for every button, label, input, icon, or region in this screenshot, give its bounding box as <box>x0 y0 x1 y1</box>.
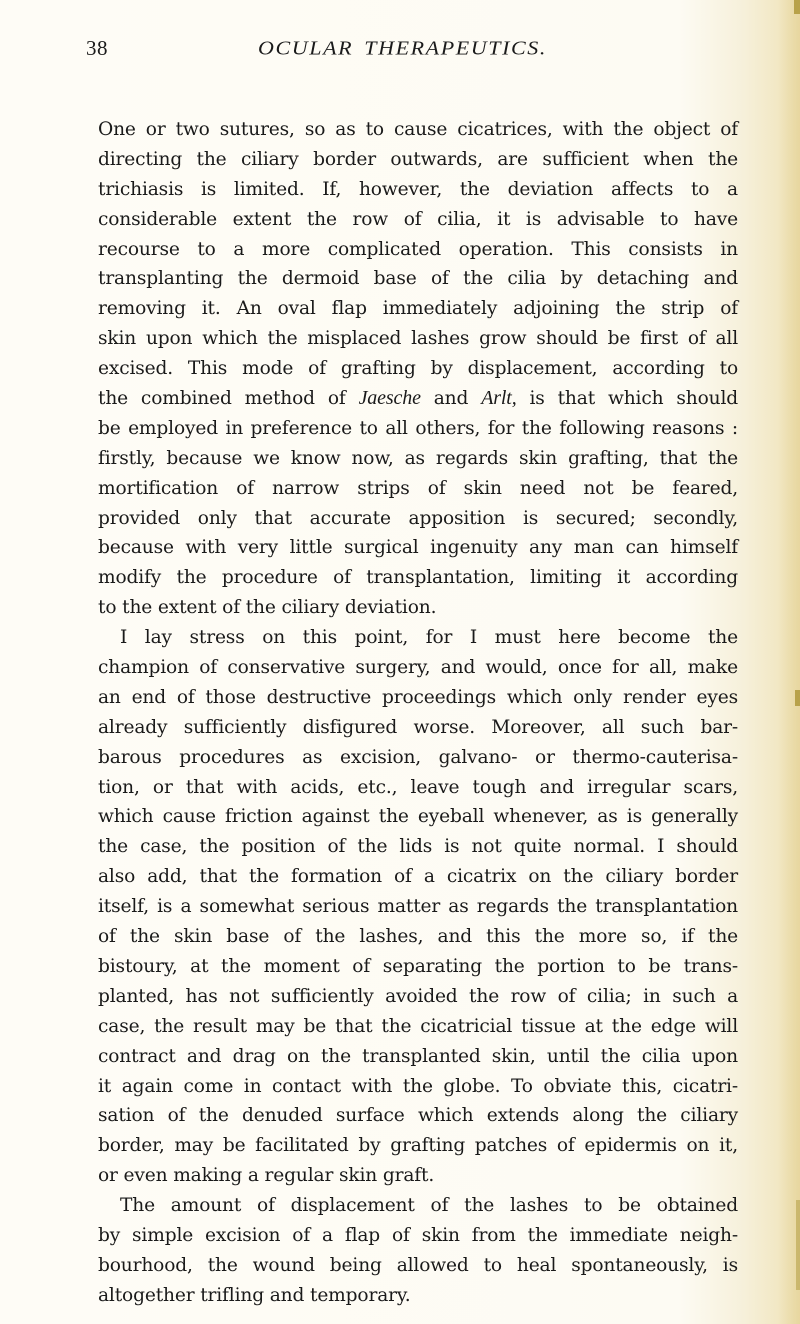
text-line: considerable extent the row of cilia, it is advisable to have <box>98 208 738 230</box>
text-line: directing the ciliary border outwards, are sufficient when the <box>98 148 738 170</box>
text-line: removing it. An oval flap immediately adjoining the strip of <box>98 298 738 320</box>
paragraph-start: I lay stress on this point, for I must here become the <box>120 627 738 649</box>
text-line: border, may be facilitated by grafting patches of epidermis on it, <box>98 1135 738 1157</box>
text-line: tion, or that with acids, etc., leave tough and irregular scars, <box>98 776 738 798</box>
text-fragment: and <box>420 388 482 410</box>
text-line: by simple excision of a flap of skin from the immediate neigh- <box>98 1224 738 1246</box>
author-name-arlt: Arlt, <box>481 387 517 410</box>
text-line: case, the result may be that the cicatricial tissue at the edge will <box>98 1015 738 1037</box>
text-line: bourhood, the wound being allowed to heal spontaneously, is <box>98 1254 738 1276</box>
text-line: barous procedures as excision, galvano- or thermo-cauterisa- <box>98 746 738 768</box>
text-line: bistoury, at the moment of separating the portion to be trans- <box>98 955 738 977</box>
text-fragment: the combined method of <box>98 388 359 410</box>
text-fragment: is that which should <box>516 388 738 410</box>
page-header <box>86 36 746 66</box>
page-edge-shading <box>778 0 800 1324</box>
page-edge-mark <box>794 0 800 14</box>
author-name-jaesche: Jaesche <box>358 387 421 410</box>
text-line: contract and drag on the transplanted skin, until the cilia upon <box>98 1045 738 1067</box>
text-line: excised. This mode of grafting by displacement, according to <box>98 358 738 380</box>
running-head: OCULAR THERAPEUTICS. <box>258 36 547 59</box>
text-line: also add, that the formation of a cicatrix on the ciliary border <box>98 866 738 888</box>
text-line: or even making a regular skin graft. <box>98 1165 435 1187</box>
text-line: be employed in preference to all others, for the following reasons : <box>98 417 738 439</box>
text-line: already sufficiently disfigured worse. Moreover, all such bar- <box>98 716 738 738</box>
paragraph-start: The amount of displacement of the lashes to be obtained <box>120 1195 738 1217</box>
text-line: skin upon which the misplaced lashes grow should be first of all <box>98 328 738 350</box>
text-line: planted, has not sufficiently avoided the row of cilia; in such a <box>98 985 738 1007</box>
text-line: trichiasis is limited. If, however, the deviation affects to a <box>98 178 738 200</box>
text-line: it again come in contact with the globe. To obviate this, cicatri- <box>98 1075 738 1097</box>
text-line: altogether trifling and temporary. <box>98 1284 411 1306</box>
text-line: itself, is a somewhat serious matter as regards the transplantation <box>98 896 738 918</box>
page-edge-mark <box>795 690 800 706</box>
text-line: firstly, because we know now, as regards skin grafting, that the <box>98 447 738 469</box>
text-line: sation of the denuded surface which extends along the ciliary <box>98 1105 738 1127</box>
text-line: provided only that accurate apposition is secured; secondly, <box>98 507 738 529</box>
page-number: 38 <box>86 36 108 60</box>
text-line: transplanting the dermoid base of the cilia by detaching and <box>98 268 738 290</box>
page-edge-mark <box>796 1200 800 1290</box>
text-line: champion of conservative surgery, and would, once for all, make <box>98 657 738 679</box>
text-line: of the skin base of the lashes, and this the more so, if the <box>98 926 738 948</box>
text-line: an end of those destructive proceedings which only render eyes <box>98 686 738 708</box>
text-line: recourse to a more complicated operation. This consists in <box>98 238 738 260</box>
text-line: because with very little surgical ingenuity any man can himself <box>98 537 738 559</box>
text-line: the case, the position of the lids is not quite normal. I should <box>98 836 738 858</box>
text-line-with-names <box>98 384 738 414</box>
text-line: mortification of narrow strips of skin need not be feared, <box>98 477 738 499</box>
text-line: which cause friction against the eyeball whenever, as is generally <box>98 806 738 828</box>
text-line: to the extent of the ciliary deviation. <box>98 597 437 619</box>
text-line: modify the procedure of transplantation, limiting it according <box>98 567 738 589</box>
text-line: One or two sutures, so as to cause cicatrices, with the object of <box>98 119 738 140</box>
body-text <box>98 115 738 1311</box>
